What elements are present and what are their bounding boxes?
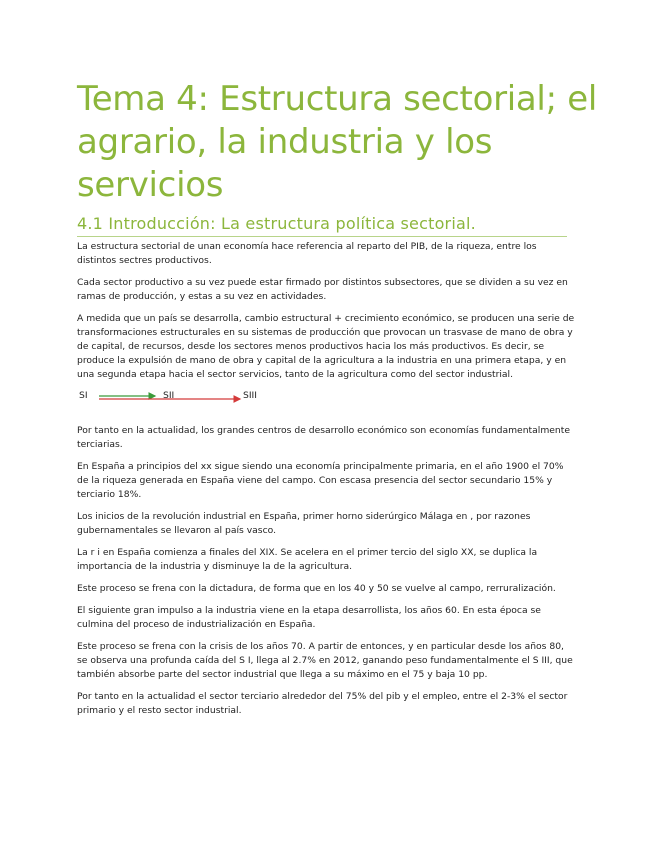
paragraph: Este proceso se frena con la crisis de los años 70. A partir de entonces, y en particular desde los años 80, se observa una profunda caída del S I, llega al 2.7% en 2012, ganando peso fundamentalmente el S III, que también absorbe parte del sector industrial que llega a su máximo en el 75 y baja 10 pp.: [77, 641, 573, 680]
paragraph: Este proceso se frena con la dictadura, de forma que en los 40 y 50 se vuelve al campo, rerruralización.: [77, 583, 556, 594]
sector-label-siii: SIII: [243, 390, 257, 401]
document-title: Tema 4: Estructura sectorial; el agrario, la industria y los servicios: [77, 79, 598, 205]
paragraph: Por tanto en la actualidad el sector terciario alrededor del 75% del pib y el empleo, entre el 2-3% el sector primario y el resto sector industrial.: [77, 691, 568, 716]
paragraph: La r i en España comienza a finales del XIX. Se acelera en el primer tercio del siglo XX, se duplica la importancia de la industria y disminuye la de la agricultura.: [77, 547, 538, 572]
sector-arrows: [77, 390, 297, 414]
paragraph: Los inicios de la revolución industrial en España, primer horno siderúrgico Málaga en , por razones gubernamentales se llevaron al país vasco.: [77, 511, 531, 536]
section-heading: 4.1 Introducción: La estructura política sectorial.: [77, 214, 476, 233]
paragraph: El siguiente gran impulso a la industria viene en la etapa desarrollista, los años 60. En esta época se culmina del proceso de industrialización en España.: [77, 605, 541, 630]
paragraph: La estructura sectorial de unan economía hace referencia al reparto del PIB, de la riqueza, entre los distintos sectres productivos.: [77, 241, 537, 266]
section-underline: [77, 236, 567, 237]
paragraph: Por tanto en la actualidad, los grandes centros de desarrollo económico son economías fundamentalmente terciarias.: [77, 425, 570, 450]
paragraph: A medida que un país se desarrolla, cambio estructural + crecimiento económico, se producen una serie de transformaciones estructurales en su sistemas de producción que provocan un trasvase de mano de obra y de capital, de recursos, desde los sectores menos productivos hacia los más productivos. Es decir, se produce la expulsión de mano de obra y capital de la agricultura a la industria en una primera etapa, y en una segunda etapa hacia el sector servicios, tanto de la agricultura como del sector industrial.: [77, 313, 575, 380]
sector-label-si: SI: [79, 390, 88, 401]
document-body: [77, 240, 577, 726]
paragraph: En España a principios del xx sigue siendo una economía principalmente primaria, en el año 1900 el 70% de la riqueza generada en España viene del campo. Con escasa presencia del sector secundario 15% y terciario 18%.: [77, 461, 564, 500]
paragraph: Cada sector productivo a su vez puede estar firmado por distintos subsectores, que se dividen a su vez en ramas de producción, y estas a su vez en actividades.: [77, 277, 568, 302]
sector-transfer-diagram: [77, 390, 577, 424]
sector-label-sii: SII: [163, 390, 175, 401]
